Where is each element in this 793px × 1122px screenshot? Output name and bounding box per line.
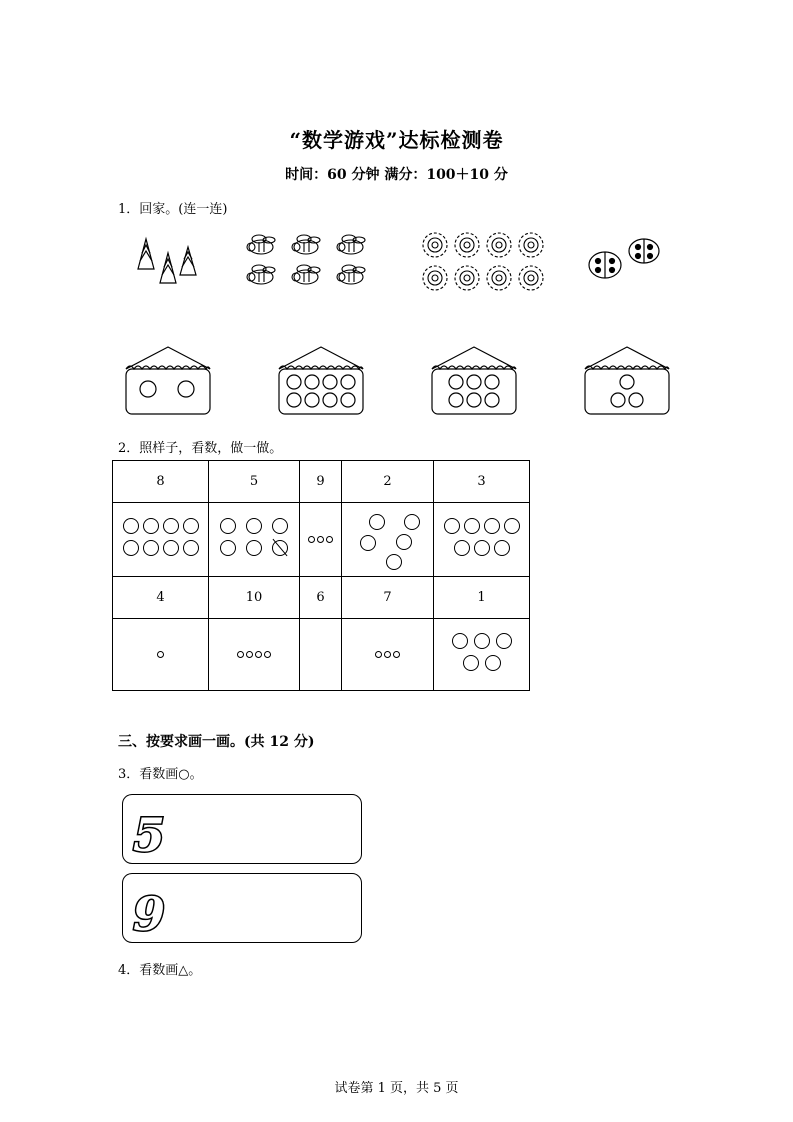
number-cell: 2 bbox=[342, 461, 434, 503]
question-1-figure bbox=[120, 225, 680, 420]
number-cell: 6 bbox=[300, 577, 342, 619]
question-2-label: 2．照样子，看数，做一做。 bbox=[118, 441, 283, 456]
section-3-heading: 三、按要求画一画。(共 12 分) bbox=[118, 734, 315, 750]
circle-cell[interactable] bbox=[434, 503, 530, 577]
number-graphic bbox=[127, 880, 177, 940]
circle-cell[interactable] bbox=[300, 503, 342, 577]
circle-cell[interactable] bbox=[434, 619, 530, 691]
number-cell: 9 bbox=[300, 461, 342, 503]
digit-9: 9 bbox=[133, 887, 166, 940]
page-title: “数学游戏”达标检测卷 bbox=[289, 128, 504, 152]
table-row bbox=[113, 619, 530, 691]
table-row bbox=[113, 461, 530, 503]
question-1-label: 1．回家。(连一连) bbox=[118, 202, 228, 217]
question-4-label: 4．看数画△。 bbox=[118, 963, 202, 978]
table-row bbox=[113, 503, 530, 577]
circle-cell[interactable] bbox=[342, 619, 434, 691]
ladybug-icon bbox=[589, 239, 659, 278]
number-cell: 10 bbox=[209, 577, 300, 619]
page-footer: 试卷第 1 页，共 5 页 bbox=[334, 1081, 459, 1096]
draw-box-5[interactable] bbox=[122, 794, 362, 864]
circle-cell[interactable] bbox=[209, 619, 300, 691]
number-cell: 8 bbox=[113, 461, 209, 503]
number-table bbox=[112, 460, 530, 691]
page-subtitle: 时间：60 分钟 满分：100＋10 分 bbox=[285, 167, 508, 183]
number-cell: 3 bbox=[434, 461, 530, 503]
circle-cell[interactable] bbox=[342, 503, 434, 577]
number-cell: 4 bbox=[113, 577, 209, 619]
number-cell: 7 bbox=[342, 577, 434, 619]
number-graphic bbox=[127, 803, 177, 863]
circle-cell[interactable] bbox=[113, 619, 209, 691]
table-row bbox=[113, 577, 530, 619]
question-3-label: 3．看数画○。 bbox=[118, 767, 203, 782]
bamboo-shoot-icon bbox=[138, 239, 196, 283]
house-icon bbox=[126, 347, 669, 414]
circle-cell[interactable] bbox=[300, 619, 342, 691]
number-cell: 1 bbox=[434, 577, 530, 619]
number-cell: 5 bbox=[209, 461, 300, 503]
bee-icon bbox=[247, 235, 365, 284]
digit-5: 5 bbox=[133, 808, 166, 862]
circle-cell[interactable] bbox=[209, 503, 300, 577]
sunflower-icon bbox=[423, 233, 543, 290]
draw-box-9[interactable] bbox=[122, 873, 362, 943]
circle-cell[interactable] bbox=[113, 503, 209, 577]
